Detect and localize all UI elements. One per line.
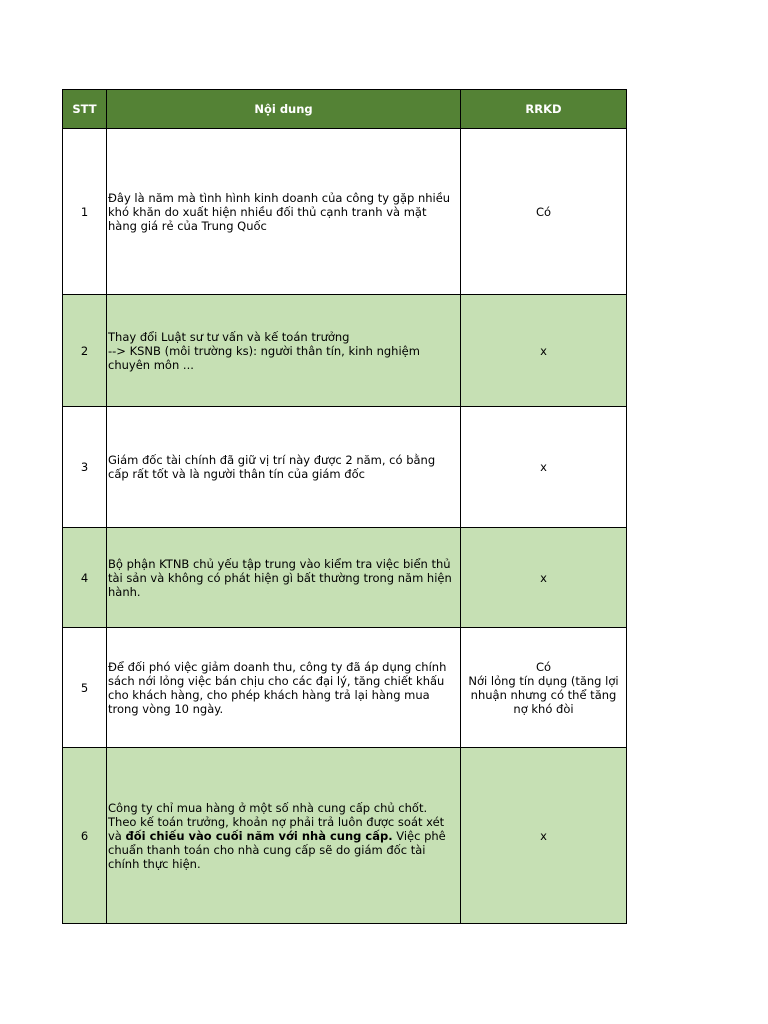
content-line: --> KSNB (môi trường ks): người thân tín, kinh nghiệm chuyên môn ...	[108, 343, 420, 372]
cell-stt[interactable]: 4	[63, 528, 107, 628]
cell-rrkd[interactable]: Có	[461, 129, 627, 295]
table-row	[63, 129, 627, 295]
content-text: Việc phê chuẩn thanh toán cho nhà cung cấp sẽ do giám đốc tài chính thực hiện.	[108, 828, 446, 871]
cell-stt[interactable]: 5	[63, 628, 107, 748]
table-row	[63, 528, 627, 628]
rrkd-line: Có	[535, 659, 552, 674]
risk-table	[62, 89, 627, 924]
cell-content[interactable]	[107, 748, 461, 924]
cell-content[interactable]: Để đối phó việc giảm doanh thu, công ty đã áp dụng chính sách nới lỏng việc bán chịu cho các đại lý, tăng chiết khấu cho khách hàng, cho phép khách hàng trả lại hàng mua trong vòng 10 ngày.	[107, 628, 461, 748]
table-row	[63, 748, 627, 924]
rrkd-line: Nới lỏng tín dụng (tăng lợi nhuận nhưng có thể tăng nợ khó đòi	[468, 673, 619, 716]
header-rrkd[interactable]: RRKD	[461, 90, 627, 129]
cell-stt[interactable]: 3	[63, 407, 107, 528]
cell-rrkd[interactable]: x	[461, 407, 627, 528]
cell-rrkd[interactable]: x	[461, 295, 627, 407]
table-row	[63, 407, 627, 528]
header-row	[63, 90, 627, 129]
cell-rrkd[interactable]	[461, 628, 627, 748]
cell-stt[interactable]: 1	[63, 129, 107, 295]
cell-stt[interactable]: 2	[63, 295, 107, 407]
cell-content[interactable]: Giám đốc tài chính đã giữ vị trí này được 2 năm, có bằng cấp rất tốt và là người thân tín của giám đốc	[107, 407, 461, 528]
table-row	[63, 295, 627, 407]
cell-rrkd[interactable]: x	[461, 528, 627, 628]
cell-content[interactable]: Bộ phận KTNB chủ yếu tập trung vào kiểm tra việc biển thủ tài sản và không có phát hiện gì bất thường trong năm hiện hành.	[107, 528, 461, 628]
cell-stt[interactable]: 6	[63, 748, 107, 924]
cell-content[interactable]	[107, 295, 461, 407]
content-line: Thay đổi Luật sư tư vấn và kế toán trưởng	[108, 329, 350, 344]
cell-content[interactable]: Đây là năm mà tình hình kinh doanh của công ty gặp nhiều khó khăn do xuất hiện nhiều đối thủ cạnh tranh và mặt hàng giá rẻ của Trung Quốc	[107, 129, 461, 295]
table-row	[63, 628, 627, 748]
content-bold-text: đối chiếu vào cuối năm với nhà cung cấp.	[125, 828, 393, 843]
header-stt[interactable]: STT	[63, 90, 107, 129]
cell-rrkd[interactable]: x	[461, 748, 627, 924]
content-text: Công ty chỉ mua hàng ở một số nhà cung cấp chủ chốt. Theo kế toán trưởng, khoản nợ phải trả luôn được soát xét và	[108, 800, 445, 843]
header-content[interactable]: Nội dung	[107, 90, 461, 129]
